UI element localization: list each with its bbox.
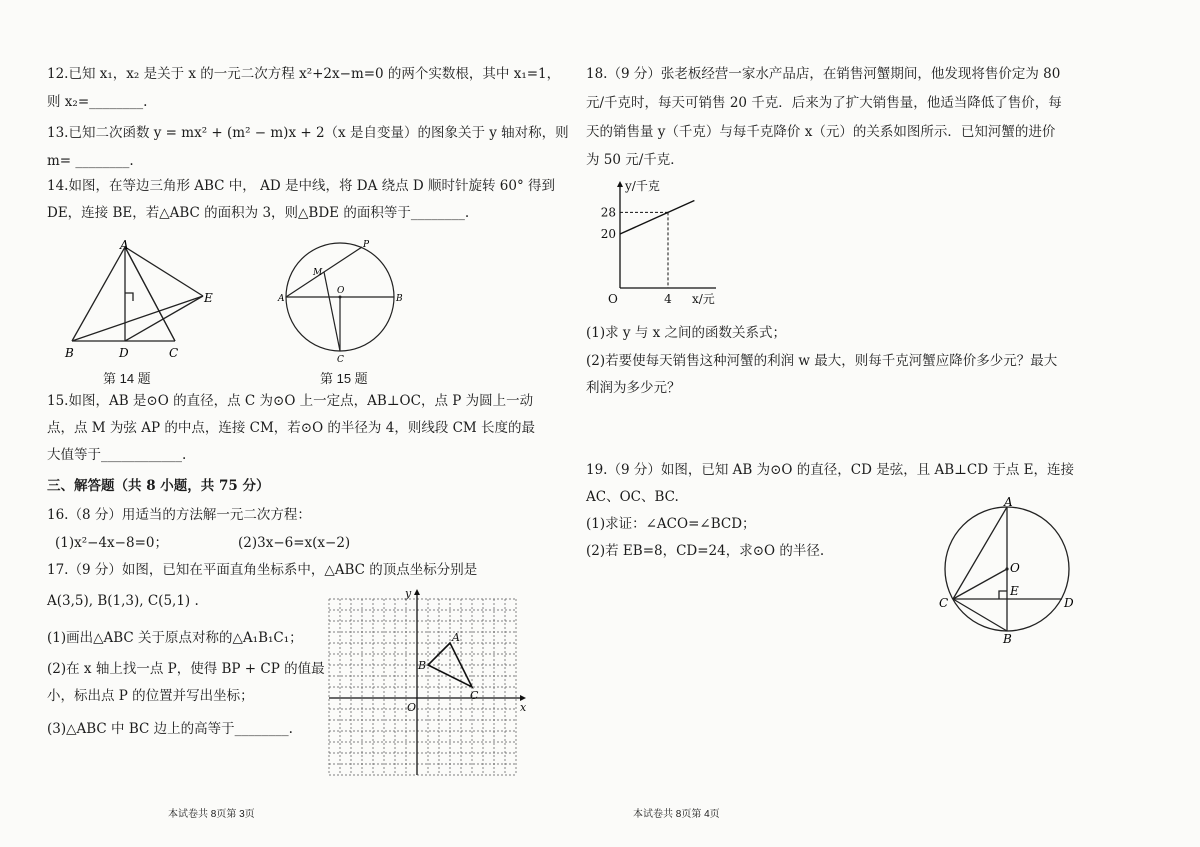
x-tick-label-4: 4	[664, 292, 672, 306]
q16-line1: 16.（8 分）用适当的方法解一元二次方程：	[47, 507, 311, 523]
q16-part1: (1)x²−4x−8=0；	[55, 535, 168, 551]
fig15-label-o: O	[337, 286, 345, 296]
series-line	[620, 201, 694, 234]
y-tick-label-28: 28	[600, 205, 616, 220]
y-axis-label: y/千克	[625, 179, 660, 193]
fig14-label-a: A	[120, 238, 129, 252]
q19-part2: (2)若 EB=8，CD=24，求⊙O 的半径.	[586, 543, 825, 559]
figure-19	[935, 495, 1085, 645]
q12-line1: 12.已知 x₁，x₂ 是关于 x 的一元二次方程 x²+2x−m=0 的两个实数根，其中 x₁=1，	[47, 66, 561, 82]
fig19-label-e: E	[1010, 584, 1019, 598]
q17-part3: (3)△ABC 中 BC 边上的高等于________.	[47, 721, 293, 737]
fig15-label-a: A	[278, 294, 285, 304]
fig14-label-d: D	[119, 346, 129, 360]
q19-part1: (1)求证：∠ACO=∠BCD；	[586, 516, 756, 532]
q17-part1: (1)画出△ABC 关于原点对称的△A₁B₁C₁；	[47, 630, 303, 646]
grid-label-a: A	[452, 631, 460, 644]
fig14-caption: 第 14 题	[103, 371, 151, 386]
q14-line1: 14.如图，在等边三角形 ABC 中， AD 是中线，将 DA 绕点 D 顺时针旋转 60° 得到	[47, 178, 556, 194]
grid-label-y: y	[405, 588, 412, 600]
fig19-label-c: C	[939, 596, 949, 610]
fig19-label-b: B	[1003, 632, 1012, 645]
fig19-label-a: A	[1004, 495, 1013, 509]
fig14-label-e: E	[204, 291, 213, 305]
q18-line3: 天的销售量 y（千克）与每千克降价 x（元）的关系如图所示．已知河蟹的进价	[586, 124, 1056, 140]
origin-label: O	[608, 292, 618, 306]
fig15-label-p: P	[363, 240, 370, 250]
fig15-label-m: M	[313, 268, 323, 278]
q18-line-chart	[588, 178, 728, 308]
figure-14	[60, 235, 225, 365]
coordinate-grid-figure	[322, 588, 532, 783]
y-axis-arrow	[617, 181, 623, 187]
q18-line1: 18.（9 分）张老板经营一家水产品店，在销售河蟹期间，他发现将售价定为 80	[586, 66, 1061, 82]
y-tick-label-20: 20	[600, 227, 616, 241]
q18-line2: 元/千克时，每天可销售 20 千克．后来为了扩大销售量，他适当降低了售价，每	[586, 95, 1062, 111]
q14-line2: DE，连接 BE，若△ABC 的面积为 3，则△BDE 的面积等于________.	[47, 205, 470, 221]
q12-line2: 则 x₂=________.	[47, 94, 148, 110]
y-axis-arrow	[414, 589, 420, 595]
grid-label-x: x	[520, 701, 527, 714]
fig15-label-c: C	[337, 355, 344, 365]
section3-heading: 三、解答题（共 8 小题，共 75 分）	[47, 478, 270, 494]
fig14-label-b: B	[65, 346, 74, 360]
right-page	[586, 0, 1200, 847]
q19-line1: 19.（9 分）如图，已知 AB 为⊙O 的直径，CD 是弦，且 AB⊥CD 于点 E，连接	[586, 462, 1074, 478]
q17-line1: 17.（9 分）如图，已知在平面直角坐标系中，△ABC 的顶点坐标分别是	[47, 562, 478, 578]
q15-line2: 点，点 M 为弦 AP 的中点，连接 CM，若⊙O 的半径为 4，则线段 CM 长度的最	[47, 420, 536, 436]
q18-part2b: 利润为多少元？	[586, 380, 681, 396]
q13-line2: m= ________.	[47, 153, 134, 169]
grid-label-origin: O	[407, 701, 417, 714]
q18-part2a: (2)若要使每天销售这种河蟹的利润 w 最大，则每千克河蟹应降价多少元？最大	[586, 353, 1058, 369]
fig14-label-c: C	[169, 346, 179, 360]
left-footer: 本试卷共 8页第 3页	[168, 809, 255, 820]
q19-line2: AC、OC、BC.	[586, 489, 679, 505]
q17-part2b: 小，标出点 P 的位置并写出坐标；	[47, 688, 254, 704]
q15-line3: 大值等于____________.	[47, 447, 187, 463]
fig15-label-b: B	[396, 294, 403, 304]
q17-part2a: (2)在 x 轴上找一点 P，使得 BP + CP 的值最	[47, 661, 325, 677]
q15-line1: 15.如图，AB 是⊙O 的直径，点 C 为⊙O 上一定点，AB⊥OC，点 P 为圆上一动	[47, 393, 534, 409]
q16-part2: (2)3x−6=x(x−2)	[238, 535, 351, 551]
right-footer: 本试卷共 8页第 4页	[633, 809, 720, 820]
q18-line4: 为 50 元/千克．	[586, 152, 684, 168]
q18-part1: (1)求 y 与 x 之间的函数关系式；	[586, 325, 787, 341]
fig15-caption: 第 15 题	[320, 371, 368, 386]
grid-label-b: B	[418, 659, 427, 672]
x-axis-label: x/元	[692, 292, 715, 306]
q13-line1: 13.已知二次函数 y = mx² + (m² − m)x + 2（x 是自变量）的图象关于 y 轴对称，则	[47, 125, 569, 141]
q17-line2: A(3,5), B(1,3), C(5,1) .	[47, 593, 199, 609]
fig19-label-d: D	[1064, 596, 1074, 610]
grid-label-c: C	[470, 689, 479, 702]
figure-15	[275, 235, 410, 365]
fig19-label-o: O	[1010, 561, 1020, 575]
grid-lines	[329, 599, 516, 775]
